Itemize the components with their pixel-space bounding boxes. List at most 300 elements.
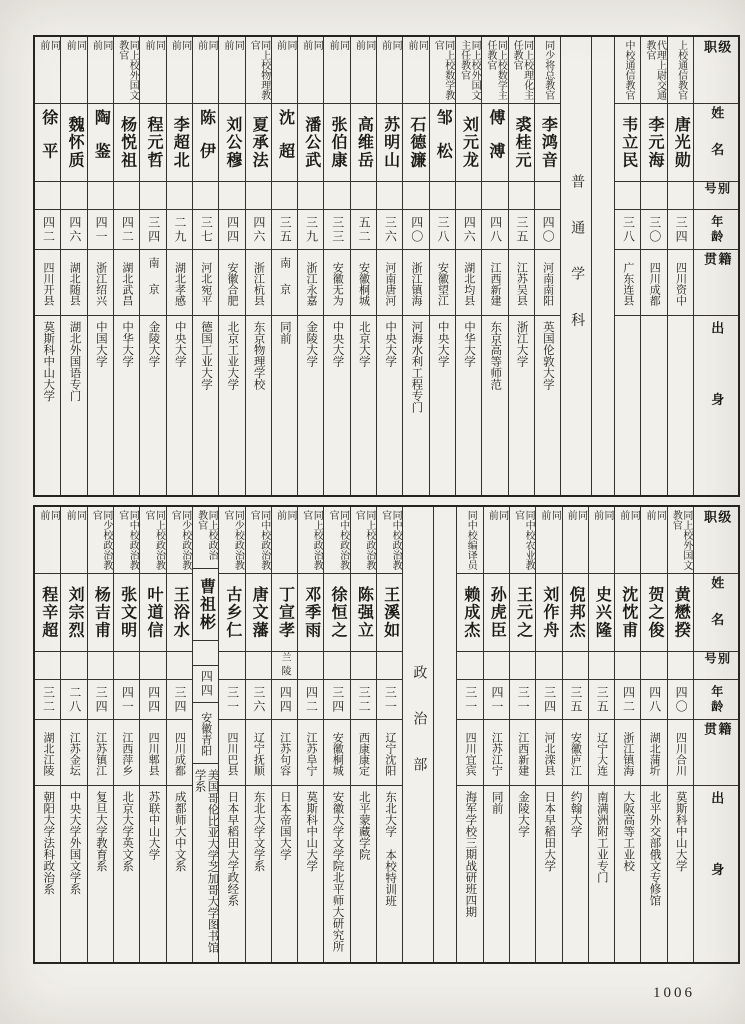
age-cell-text: 三一 (516, 685, 531, 714)
native-place-cell (246, 250, 271, 316)
name-cell-text: 李超北 (171, 116, 189, 169)
name-cell-text: 叶道信 (144, 586, 162, 639)
name-cell-text: 魏怀质 (66, 116, 84, 169)
origin-cell (668, 786, 693, 962)
entry-column (456, 507, 482, 962)
rank-cell-text: 同中校政治教官 (379, 510, 402, 570)
age-cell-text: 四四 (199, 670, 214, 699)
rank-cell (193, 37, 218, 104)
rank-cell (61, 37, 86, 104)
native-place-cell-text: 江苏句容 (278, 731, 291, 776)
name-cell-text: 陈伊 (197, 108, 215, 177)
header-origin-cell (694, 316, 738, 495)
rank-cell-text: 同前 (169, 40, 191, 76)
origin-cell (456, 316, 481, 495)
age-cell (61, 680, 86, 720)
entry-column (87, 507, 113, 962)
rank-cell-text: 同上校外国文教官 (670, 510, 692, 570)
rank-cell-text: 同上校理化主任教官 (511, 40, 533, 100)
alias-cell (167, 182, 192, 210)
entry-column (192, 507, 218, 962)
header-age-cell (694, 210, 738, 250)
native-place-cell-text: 江苏阜宁 (304, 731, 317, 776)
rank-cell (535, 37, 560, 104)
rank-cell (377, 37, 402, 104)
native-place-cell-text: 广东连县 (621, 261, 634, 306)
alias-cell (114, 652, 139, 680)
section-label-column (402, 507, 433, 962)
alias-cell (484, 652, 509, 680)
name-cell (377, 574, 402, 652)
native-place-cell (298, 720, 323, 786)
header-label-name: 姓名 (709, 106, 725, 179)
origin-cell-text: 东北大学 本校特训班 (384, 791, 397, 907)
origin-cell-text: 同前 (490, 791, 503, 814)
name-cell (193, 569, 218, 641)
rank-cell (219, 507, 244, 574)
origin-cell-text: 金陵大学 (517, 791, 529, 837)
name-cell (88, 574, 113, 652)
alias-cell (615, 182, 640, 210)
origin-cell-text: 约翰大学 (569, 791, 582, 837)
name-cell (219, 104, 244, 182)
header-rank-cell (694, 37, 738, 104)
name-cell (193, 104, 218, 182)
rank-cell (140, 37, 165, 104)
origin-cell (403, 316, 428, 495)
name-cell-text: 沈超 (276, 108, 294, 177)
age-cell (510, 680, 535, 720)
name-cell-text: 孙虎臣 (488, 586, 506, 639)
name-cell-text: 夏承法 (250, 116, 268, 169)
age-cell-text: 二九 (173, 215, 188, 244)
rank-cell-text: 同前 (538, 510, 561, 546)
entry-column (376, 37, 402, 495)
entry-column (271, 507, 297, 962)
rank-cell (536, 507, 561, 574)
age-cell-text: 四二 (41, 215, 56, 244)
native-place-cell (482, 250, 507, 316)
alias-cell (298, 182, 323, 210)
alias-cell (324, 182, 349, 210)
native-place-cell-text: 河北滦县 (543, 731, 556, 776)
age-cell-text: 三四 (542, 685, 557, 714)
alias-cell (403, 182, 428, 210)
age-cell-text: 二八 (67, 685, 82, 714)
age-cell-text: 三四 (330, 685, 345, 714)
age-cell-text: 三九 (304, 215, 319, 244)
age-cell (140, 210, 165, 250)
section-label-text: 普通学科 (569, 173, 585, 359)
name-cell (140, 104, 165, 182)
origin-cell (351, 786, 376, 962)
origin-cell-text: 中央大学 (331, 321, 344, 367)
rank-cell-text: 同中校编译员 (465, 510, 477, 570)
age-cell (88, 680, 113, 720)
rank-cell (668, 507, 693, 574)
rank-cell-text: 同前 (405, 40, 428, 76)
alias-cell (535, 182, 560, 210)
rank-cell-text: 同上校政治教官 (353, 510, 375, 570)
native-place-cell (430, 250, 455, 316)
alias-cell (589, 652, 614, 680)
native-place-cell (377, 720, 402, 786)
entry-column (667, 37, 693, 495)
alias-cell (114, 182, 139, 210)
name-cell-text: 刘公穆 (223, 116, 241, 169)
alias-cell (563, 652, 588, 680)
native-place-cell-text: 浙江绍兴 (94, 261, 107, 306)
origin-cell-text: 大阪高等工业校 (622, 791, 635, 872)
name-cell-text: 丁宣孝 (276, 586, 294, 639)
age-cell-text: 四一 (489, 685, 504, 714)
entry-column (192, 37, 218, 495)
alias-cell (219, 182, 244, 210)
alias-cell (668, 182, 693, 210)
rank-cell-text: 同上校数学教官 (432, 40, 454, 100)
native-place-cell-text: 湖北均县 (462, 261, 475, 306)
alias-cell (167, 652, 192, 680)
alias-cell (482, 182, 507, 210)
age-cell-text: 三一 (463, 685, 478, 714)
rank-cell-text: 同上校外国文教官 (116, 40, 139, 100)
native-place-cell (140, 720, 165, 786)
rank-cell (219, 37, 244, 104)
section-label-column (560, 37, 591, 495)
native-place-cell (167, 720, 192, 786)
age-cell (35, 210, 60, 250)
name-cell (484, 574, 509, 652)
name-cell (509, 104, 534, 182)
header-native-place-cell (694, 250, 738, 316)
native-place-cell-text: 河南南阳 (541, 261, 554, 306)
age-cell (167, 680, 192, 720)
native-place-cell-text: 南京 (147, 257, 160, 310)
native-place-cell (324, 720, 349, 786)
native-place-cell-text: 四川宜宾 (464, 731, 477, 776)
name-cell-text: 赖成杰 (461, 586, 479, 639)
rank-cell-text: 同前 (327, 40, 349, 76)
age-cell (641, 210, 666, 250)
alias-cell (140, 182, 165, 210)
native-place-cell-text: 江苏江宁 (490, 731, 503, 776)
native-place-cell-text: 江西新建 (489, 261, 502, 306)
origin-cell (114, 316, 139, 495)
name-cell (615, 104, 640, 182)
name-cell-text: 邹松 (434, 108, 452, 177)
age-cell (509, 210, 534, 250)
native-place-cell (668, 250, 693, 316)
native-place-cell-text: 江苏镇江 (94, 731, 107, 776)
entry-column (535, 507, 561, 962)
native-place-cell-text: 江西新建 (516, 731, 529, 776)
entry-column (60, 37, 86, 495)
age-cell (298, 680, 323, 720)
origin-cell-text: 北京大学 (357, 321, 370, 367)
age-cell-text: 三八 (435, 215, 450, 244)
entry-column (166, 507, 192, 962)
name-cell (615, 574, 640, 652)
origin-cell (272, 316, 297, 495)
name-cell (219, 574, 244, 652)
age-cell-text: 三三 (330, 215, 345, 244)
rank-cell-text: 同前 (565, 510, 587, 546)
origin-cell-text: 中央大学 (384, 321, 397, 367)
name-cell (114, 574, 139, 652)
rank-cell-text: 上校通信教官 (675, 40, 687, 100)
origin-cell (272, 786, 297, 962)
age-cell-text: 三二 (41, 685, 56, 714)
alias-cell (35, 652, 60, 680)
origin-cell-text: 莫斯科中山大学 (305, 791, 318, 872)
origin-cell (641, 316, 666, 495)
age-cell-text: 五二 (357, 215, 372, 244)
name-cell (563, 574, 588, 652)
origin-cell-text: 复旦大学教育系 (94, 791, 107, 872)
age-cell (377, 210, 402, 250)
entry-column (509, 507, 535, 962)
origin-cell-text: 金陵大学 (147, 321, 160, 367)
native-place-cell (510, 720, 535, 786)
name-cell (482, 104, 507, 182)
name-cell (35, 104, 60, 182)
age-cell-text: 四一 (120, 685, 135, 714)
rank-cell-text: 同前 (143, 40, 165, 76)
entry-column (508, 37, 534, 495)
alias-cell (324, 652, 349, 680)
alias-cell (641, 182, 666, 210)
name-cell-text: 张文明 (118, 586, 136, 639)
name-cell (536, 574, 561, 652)
entry-column (113, 507, 139, 962)
native-place-cell (535, 250, 560, 316)
name-cell (457, 574, 482, 652)
rank-cell (88, 507, 113, 574)
name-cell (140, 574, 165, 652)
age-cell (193, 666, 218, 703)
alias-cell (509, 182, 534, 210)
native-place-cell (456, 250, 481, 316)
age-cell-text: 三七 (199, 215, 214, 244)
age-cell (324, 210, 349, 250)
rank-cell-text: 同中校政治教官 (116, 510, 139, 570)
name-cell-text: 杨悦祖 (118, 116, 136, 169)
rank-cell (35, 37, 60, 104)
native-place-cell-text: 辽宁抚顺 (252, 731, 265, 776)
name-cell (668, 104, 693, 182)
native-place-cell-text: 四川成都 (173, 731, 186, 776)
header-label-native_place: 籍贯 (702, 722, 732, 755)
rank-cell (510, 507, 535, 574)
name-cell (589, 574, 614, 652)
header-alias-cell (694, 182, 738, 210)
header-label-alias: 别号 (703, 182, 731, 197)
native-place-cell-text: 湖北随县 (68, 261, 81, 306)
name-cell-text: 刘元龙 (460, 116, 478, 169)
native-place-cell-text: 四川成都 (648, 261, 661, 306)
origin-cell (324, 786, 349, 962)
rank-cell (324, 37, 349, 104)
rank-cell-text: 同少校政治教官 (221, 510, 244, 570)
age-cell-text: 三五 (278, 215, 293, 244)
native-place-cell-text: 河南唐河 (383, 261, 396, 306)
name-cell-text: 史兴隆 (593, 586, 611, 639)
age-cell-text: 四一 (94, 215, 109, 244)
age-cell-text: 四六 (251, 215, 266, 244)
header-rank-cell (694, 507, 738, 574)
entry-column (87, 37, 113, 495)
name-cell-text: 沈忱甫 (619, 586, 637, 639)
origin-cell (140, 316, 165, 495)
native-place-cell (246, 720, 271, 786)
rank-cell (272, 37, 297, 104)
rank-cell-text: 同前 (353, 40, 375, 76)
header-label-name: 姓名 (709, 576, 725, 649)
native-place-cell-text: 辽宁大连 (595, 731, 608, 776)
native-place-cell (298, 250, 323, 316)
age-cell (536, 680, 561, 720)
age-cell (430, 210, 455, 250)
native-place-cell-text: 湖北武昌 (120, 261, 133, 306)
origin-cell (615, 786, 640, 962)
native-place-cell (167, 250, 192, 316)
alias-cell (668, 652, 693, 680)
native-place-cell (88, 720, 113, 786)
native-place-cell-text: 安徽望江 (436, 261, 449, 306)
native-place-cell-text: 四川郫县 (147, 731, 160, 776)
rank-cell (114, 507, 139, 574)
rank-cell (351, 37, 376, 104)
header-native-place-cell (694, 720, 738, 786)
name-cell-text: 陶鉴 (92, 108, 110, 177)
name-cell-text: 裘桂元 (513, 116, 531, 169)
rank-cell-text: 同前 (90, 40, 112, 76)
native-place-cell-text: 浙江镇海 (621, 731, 634, 776)
name-cell (641, 104, 666, 182)
age-cell-text: 四二 (621, 685, 636, 714)
name-cell-text: 苏明山 (381, 116, 399, 169)
rank-cell-text: 同前 (644, 510, 666, 546)
age-cell-text: 四〇 (409, 215, 424, 244)
origin-cell (35, 316, 60, 495)
origin-cell (563, 786, 588, 962)
native-place-cell (457, 720, 482, 786)
origin-cell-text: 东京高等师范 (489, 321, 502, 390)
header-origin-cell (694, 786, 738, 962)
origin-cell (377, 316, 402, 495)
age-cell-text: 四〇 (674, 685, 689, 714)
origin-cell (641, 786, 666, 962)
header-name-cell (694, 574, 738, 652)
alias-cell (61, 652, 86, 680)
age-cell-text: 四〇 (541, 215, 556, 244)
header-name-cell (694, 104, 738, 182)
origin-cell (61, 316, 86, 495)
name-cell (272, 574, 297, 652)
entry-column (640, 507, 666, 962)
rank-cell (641, 37, 666, 104)
native-place-cell-text: 安徽无为 (331, 261, 344, 306)
native-place-cell (193, 250, 218, 316)
native-place-cell (668, 720, 693, 786)
rank-cell (246, 37, 271, 104)
alias-cell (536, 652, 561, 680)
name-cell-text: 贺之俊 (646, 586, 663, 639)
native-place-cell-text: 浙江永嘉 (304, 261, 317, 306)
native-place-cell (219, 720, 244, 786)
header-label-alias: 别号 (703, 652, 731, 667)
age-cell-text: 三五 (568, 685, 583, 714)
native-place-cell (324, 250, 349, 316)
native-place-cell (641, 250, 666, 316)
age-cell (114, 210, 139, 250)
entry-column (350, 507, 376, 962)
age-cell (61, 210, 86, 250)
rank-cell-text: 同上校外国文主任教官 (458, 40, 481, 100)
age-cell-text: 四四 (225, 215, 240, 244)
name-cell (377, 104, 402, 182)
entry-column (297, 37, 323, 495)
origin-cell (510, 786, 535, 962)
native-place-cell-text: 安徽青阳 (199, 712, 212, 757)
origin-cell-text: 莫斯科中山大学 (674, 791, 687, 872)
rank-cell-text: 同中校政治教官 (327, 510, 349, 570)
native-place-cell (272, 250, 297, 316)
native-place-cell (219, 250, 244, 316)
age-cell-text: 四四 (278, 685, 293, 714)
age-cell (114, 680, 139, 720)
origin-cell (35, 786, 60, 962)
name-cell-text: 古乡仁 (223, 586, 241, 639)
native-place-cell-text: 浙江镇海 (410, 261, 423, 306)
origin-cell (88, 786, 113, 962)
entry-column (640, 37, 666, 495)
rank-cell (35, 507, 60, 574)
age-cell (457, 680, 482, 720)
native-place-cell (615, 720, 640, 786)
section-spacer-column (433, 507, 456, 962)
rank-cell (140, 507, 165, 574)
origin-cell (193, 764, 218, 962)
alias-cell (351, 182, 376, 210)
name-cell-text: 高维岳 (355, 116, 373, 169)
age-cell (615, 680, 640, 720)
alias-cell (272, 182, 297, 210)
origin-cell (457, 786, 482, 962)
entry-column (323, 37, 349, 495)
header-label-age: 年龄 (709, 214, 724, 245)
alias-cell (298, 652, 323, 680)
rank-cell (668, 37, 693, 104)
name-cell (324, 574, 349, 652)
rank-cell (377, 507, 402, 574)
rank-cell-text: 同前 (591, 510, 613, 546)
age-cell (535, 210, 560, 250)
age-cell-text: 四二 (120, 215, 135, 244)
faculty-table-general-studies (33, 35, 740, 497)
rank-cell-text: 同少校政治教官 (169, 510, 191, 570)
rank-cell-text: 同少校政治教官 (90, 510, 112, 570)
name-cell (510, 574, 535, 652)
origin-cell-text: 同前 (278, 321, 291, 344)
name-cell (298, 574, 323, 652)
alias-cell (377, 652, 402, 680)
entry-column (588, 507, 614, 962)
name-cell-text: 唐光勋 (672, 116, 690, 169)
age-cell (351, 680, 376, 720)
name-cell-text: 徐恒之 (329, 586, 347, 639)
native-place-cell (351, 250, 376, 316)
